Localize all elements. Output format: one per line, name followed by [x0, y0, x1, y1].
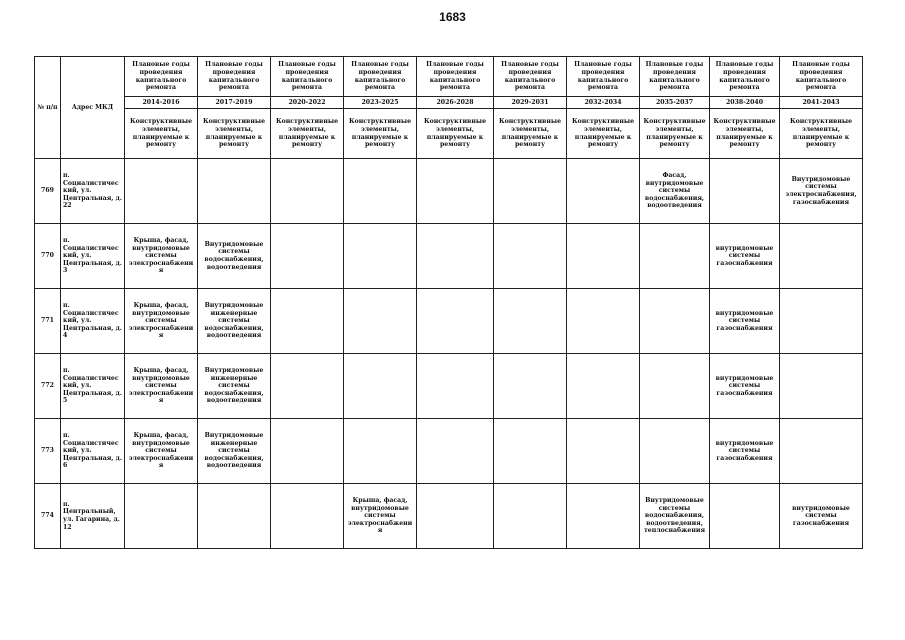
header-period-title: Плановые годы проведения капитального ремонта — [710, 57, 780, 97]
repair-elements-cell — [271, 289, 344, 354]
repair-elements-cell — [271, 419, 344, 484]
table-body — [35, 159, 863, 549]
table-row — [35, 224, 863, 289]
header-address: Адрес МКД — [61, 57, 125, 159]
header-period-years: 2041-2043 — [780, 97, 863, 109]
header-sub-label: Конструктивные элементы, планируемые к ремонту — [710, 109, 780, 159]
header-period-years: 2020-2022 — [271, 97, 344, 109]
repair-elements-cell — [710, 159, 780, 224]
header-period-title: Плановые годы проведения капитального ремонта — [125, 57, 198, 97]
table-row — [35, 484, 863, 549]
repair-elements-cell — [417, 484, 494, 549]
repair-elements-cell: Фасад, внутридомовые системы водоснабжения, водоотведения — [640, 159, 710, 224]
repair-elements-cell: Внутридомовые инженерные системы водоснабжения, водоотведения — [198, 419, 271, 484]
header-sub-label: Конструктивные элементы, планируемые к ремонту — [417, 109, 494, 159]
repair-elements-cell — [271, 224, 344, 289]
row-number: 773 — [35, 419, 61, 484]
repair-elements-cell — [271, 354, 344, 419]
repair-elements-cell — [780, 289, 863, 354]
row-number: 774 — [35, 484, 61, 549]
header-sub-label: Конструктивные элементы, планируемые к ремонту — [198, 109, 271, 159]
row-address: п. Социалистический, ул. Центральная, д. 3 — [61, 224, 125, 289]
repair-elements-cell: Крыша, фасад, внутридомовые системы электроснабжения — [125, 224, 198, 289]
repair-elements-cell: Крыша, фасад, внутридомовые системы электроснабжения — [125, 419, 198, 484]
header-number: № п/п — [35, 57, 61, 159]
row-address: п. Социалистический, ул. Центральная, д. 6 — [61, 419, 125, 484]
repair-elements-cell: Внутридомовые инженерные системы водоснабжения, водоотведения — [198, 354, 271, 419]
repair-elements-cell — [494, 224, 567, 289]
row-number: 771 — [35, 289, 61, 354]
repair-elements-cell: внутридомовые системы газоснабжения — [780, 484, 863, 549]
header-period-years: 2026-2028 — [417, 97, 494, 109]
repair-elements-cell — [567, 419, 640, 484]
repair-elements-cell: внутридомовые системы газоснабжения — [710, 224, 780, 289]
repair-elements-cell — [417, 224, 494, 289]
row-number: 770 — [35, 224, 61, 289]
repair-elements-cell — [494, 484, 567, 549]
repair-elements-cell — [567, 159, 640, 224]
header-period-years: 2017-2019 — [198, 97, 271, 109]
repair-elements-cell: внутридомовые системы газоснабжения — [710, 289, 780, 354]
repair-elements-cell — [344, 289, 417, 354]
row-address: п. Социалистический, ул. Центральная, д. 5 — [61, 354, 125, 419]
repair-elements-cell — [640, 289, 710, 354]
row-address: п. Социалистический, ул. Центральная, д. 22 — [61, 159, 125, 224]
header-period-title: Плановые годы проведения капитального ремонта — [198, 57, 271, 97]
header-period-years: 2035-2037 — [640, 97, 710, 109]
repair-elements-cell — [417, 419, 494, 484]
repair-elements-cell — [494, 419, 567, 484]
repair-elements-cell — [125, 484, 198, 549]
repair-elements-cell: Крыша, фасад, внутридомовые системы электроснабжения — [125, 354, 198, 419]
repair-elements-cell: Крыша, фасад, внутридомовые системы электроснабжения — [344, 484, 417, 549]
table-row — [35, 419, 863, 484]
row-address: п. Социалистический, ул. Центральная, д. 4 — [61, 289, 125, 354]
repair-elements-cell — [567, 289, 640, 354]
repair-elements-cell — [567, 354, 640, 419]
repair-elements-cell — [344, 354, 417, 419]
header-period-title: Плановые годы проведения капитального ремонта — [640, 57, 710, 97]
header-period-title: Плановые годы проведения капитального ремонта — [344, 57, 417, 97]
repair-elements-cell — [198, 484, 271, 549]
repair-elements-cell: Крыша, фасад, внутридомовые системы электроснабжения — [125, 289, 198, 354]
repair-elements-cell — [710, 484, 780, 549]
repair-elements-cell: Внутридомовые системы водоснабжения, водоотведения, теплоснабжения — [640, 484, 710, 549]
header-sub-label: Конструктивные элементы, планируемые к ремонту — [640, 109, 710, 159]
repair-elements-cell — [125, 159, 198, 224]
repair-elements-cell — [640, 224, 710, 289]
header-sub-label: Конструктивные элементы, планируемые к ремонту — [494, 109, 567, 159]
repair-elements-cell — [344, 159, 417, 224]
repair-elements-cell — [494, 354, 567, 419]
repair-elements-cell — [344, 224, 417, 289]
header-period-title: Плановые годы проведения капитального ремонта — [494, 57, 567, 97]
header-sub-label: Конструктивные элементы, планируемые к ремонту — [271, 109, 344, 159]
repair-elements-cell — [780, 419, 863, 484]
header-sub-label: Конструктивные элементы, планируемые к ремонту — [344, 109, 417, 159]
table-row — [35, 159, 863, 224]
repair-elements-cell — [271, 159, 344, 224]
repair-elements-cell: внутридомовые системы газоснабжения — [710, 419, 780, 484]
header-period-title: Плановые годы проведения капитального ремонта — [417, 57, 494, 97]
repair-elements-cell: Внутридомовые системы электроснабжения, газоснабжения — [780, 159, 863, 224]
repair-elements-cell — [344, 419, 417, 484]
header-period-years: 2014-2016 — [125, 97, 198, 109]
row-number: 772 — [35, 354, 61, 419]
repair-elements-cell — [271, 484, 344, 549]
header-period-years: 2038-2040 — [710, 97, 780, 109]
repair-elements-cell — [417, 159, 494, 224]
table-row — [35, 354, 863, 419]
row-number: 769 — [35, 159, 61, 224]
repair-elements-cell — [417, 354, 494, 419]
header-period-years: 2032-2034 — [567, 97, 640, 109]
repair-elements-cell — [417, 289, 494, 354]
repair-elements-cell: Внутридомовые системы водоснабжения, водоотведения — [198, 224, 271, 289]
table-row — [35, 289, 863, 354]
repair-elements-cell — [567, 224, 640, 289]
repair-elements-cell — [640, 419, 710, 484]
header-period-years: 2023-2025 — [344, 97, 417, 109]
table-header — [35, 57, 863, 159]
repair-elements-cell — [494, 159, 567, 224]
page-number: 1683 — [439, 10, 466, 24]
repair-elements-cell — [640, 354, 710, 419]
header-sub-label: Конструктивные элементы, планируемые к ремонту — [567, 109, 640, 159]
repair-elements-cell — [494, 289, 567, 354]
header-period-title: Плановые годы проведения капитального ремонта — [567, 57, 640, 97]
header-period-years: 2029-2031 — [494, 97, 567, 109]
header-sub-label: Конструктивные элементы, планируемые к ремонту — [125, 109, 198, 159]
capital-repair-table — [34, 56, 863, 549]
row-address: п. Центральный, ул. Гагарина, д. 12 — [61, 484, 125, 549]
repair-elements-cell: Внутридомовые инженерные системы водоснабжения, водоотведения — [198, 289, 271, 354]
repair-elements-cell: внутридомовые системы газоснабжения — [710, 354, 780, 419]
repair-elements-cell — [780, 354, 863, 419]
repair-elements-cell — [198, 159, 271, 224]
header-period-title: Плановые годы проведения капитального ремонта — [780, 57, 863, 97]
header-sub-label: Конструктивные элементы, планируемые к ремонту — [780, 109, 863, 159]
header-period-title: Плановые годы проведения капитального ремонта — [271, 57, 344, 97]
repair-elements-cell — [567, 484, 640, 549]
repair-elements-cell — [780, 224, 863, 289]
